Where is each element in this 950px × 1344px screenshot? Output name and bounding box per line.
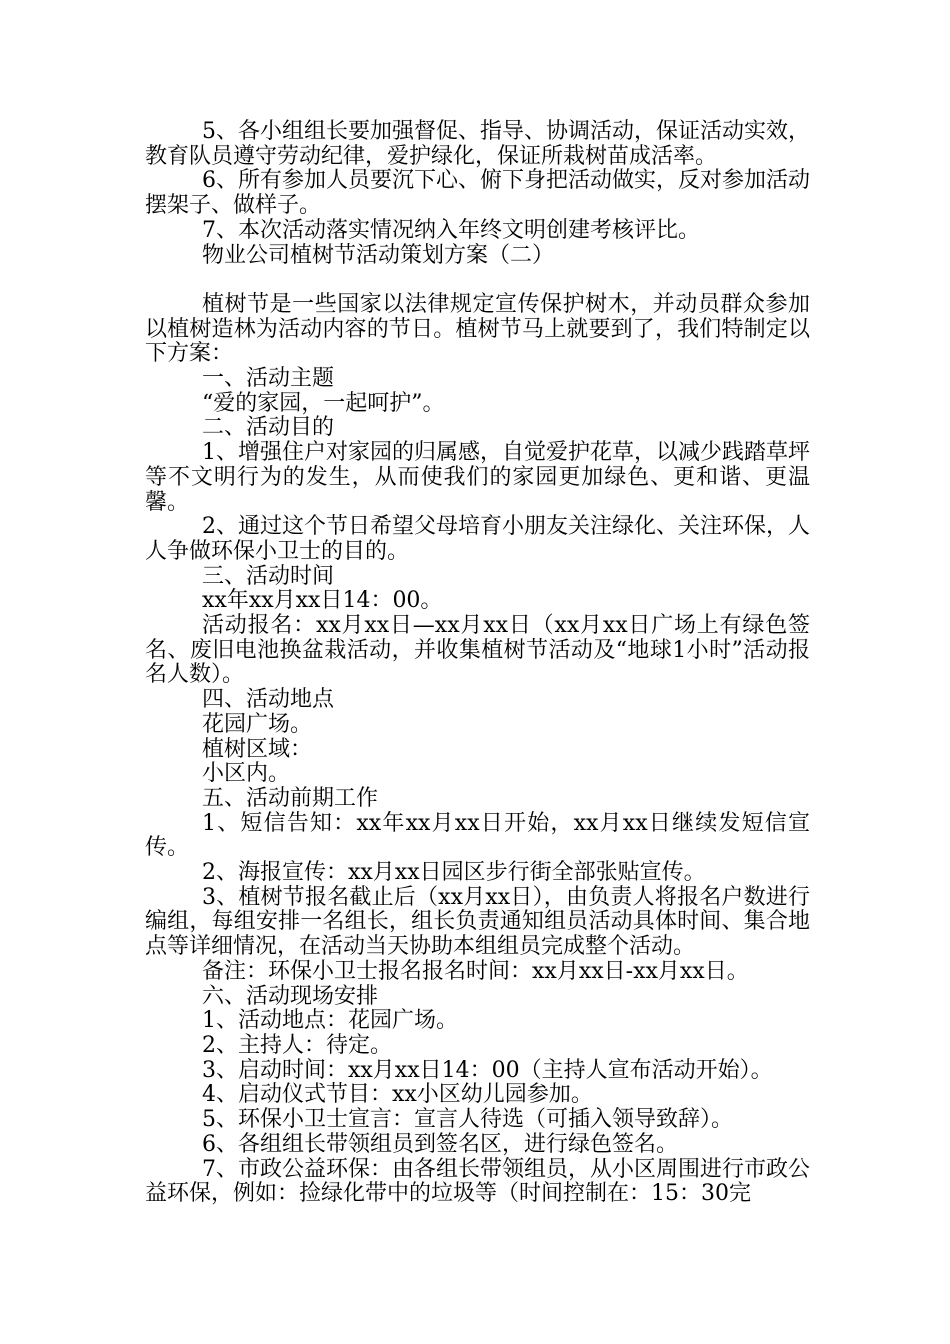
time-text: xx年xx月xx日14：00。 [202,588,443,614]
onsite-item-7: 7、市政公益环保：由各组长带领组员，从小区周围进行市政公益环保，例如：捡绿化带中的垃圾等（时间控制在：15：30完 [145,1156,810,1207]
prep-item-1: 1、短信告知：xx年xx月xx日开始，xx月xx日继续发短信宣传。 [145,810,810,861]
planting-area-label: 植树区域： [202,736,313,762]
registration-text: 活动报名：xx月xx日—xx月xx日（xx月xx日广场上有绿色签名、废旧电池换盆栽活动，并收集植树节活动及“地球1小时”活动报名人数）。 [145,613,810,688]
heading-theme: 一、活动主题 [202,366,335,392]
theme-text: “爱的家园，一起呵护”。 [202,390,445,416]
onsite-item-3: 3、启动时间：xx月xx日14：00（主持人宣布活动开始）。 [202,1057,773,1083]
document-body [145,120,810,1207]
paragraph-item-6: 6、所有参加人员要沉下心、俯下身把活动做实，反对参加活动摆架子、做样子。 [145,168,810,219]
prep-item-2: 2、海报宣传：xx月xx日园区步行街全部张贴宣传。 [202,860,706,886]
purpose-item-2: 2、通过这个节日希望父母培育小朋友关注绿化、关注环保，人人争做环保小卫士的目的。 [145,514,810,564]
heading-time: 三、活动时间 [202,563,335,589]
onsite-item-1: 1、活动地点：花园广场。 [202,1008,458,1034]
onsite-item-4: 4、启动仪式节目：xx小区幼儿园参加。 [202,1082,593,1108]
location-text: 花园广场。 [202,711,313,737]
heading-preparation: 五、活动前期工作 [202,785,379,811]
onsite-item-2: 2、主持人：待定。 [202,1033,392,1058]
onsite-item-6: 6、各组组长带领组员到签名区，进行绿色签名。 [202,1131,678,1157]
intro-paragraph: 植树节是一些国家以法律规定宣传保护树木，并动员群众参加以植树造林为活动内容的节日。植树节马上就要到了，我们特制定以下方案： [145,291,810,367]
paragraph-item-5: 5、各小组组长要加强督促、指导、协调活动，保证活动实效，教育队员遵守劳动纪律，爱护绿化，保证所栽树苗成活率。 [145,119,810,169]
heading-onsite: 六、活动现场安排 [202,983,379,1009]
purpose-item-1: 1、增强住户对家园的归属感，自觉爱护花草，以减少践踏草坪等不文明行为的发生，从而使我们的家园更加绿色、更和谐、更温馨。 [145,440,810,515]
note-text: 备注：环保小卫士报名报名时间：xx月xx日-xx月xx日。 [202,958,749,984]
prep-item-3: 3、植树节报名截止后（xx月xx日），由负责人将报名户数进行编组，每组安排一名组长，组长负责通知组员活动具体时间、集合地点等详细情况，在活动当天协助本组组员完成整个活动。 [145,884,810,960]
planting-area-text: 小区内。 [202,761,291,787]
paragraph-item-7: 7、本次活动落实情况纳入年终文明创建考核评比。 [202,217,700,243]
section-title: 物业公司植树节活动策划方案（二） [202,242,555,268]
heading-location: 四、活动地点 [202,687,335,713]
onsite-item-5: 5、环保小卫士宣言：宣言人待选（可插入领导致辞）。 [202,1107,733,1133]
blank-line [145,268,810,293]
heading-purpose: 二、活动目的 [202,415,335,441]
